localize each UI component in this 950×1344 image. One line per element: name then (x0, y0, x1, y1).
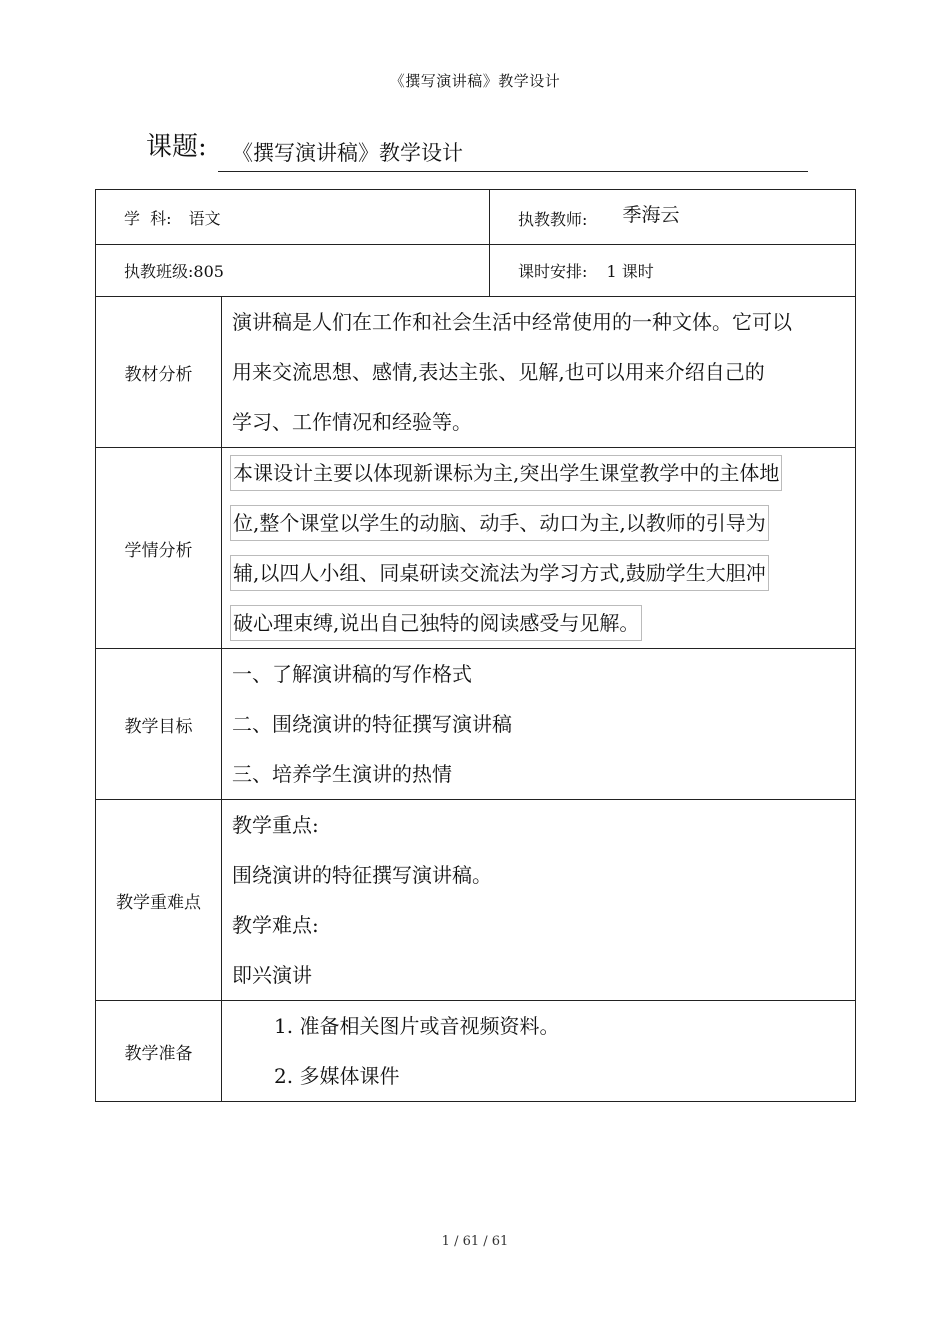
keypoint-line: 即兴演讲 (232, 963, 312, 987)
class-cell (96, 245, 490, 297)
keypoints-label: 教学重难点 (96, 800, 222, 1001)
page-number: 1 / 61 / 61 (441, 1234, 509, 1249)
keypoint-line: 教学难点: (232, 913, 319, 937)
lesson-plan-table (95, 189, 856, 1102)
keypoint-line: 教学重点: (232, 813, 319, 837)
material-line: 演讲稿是人们在工作和社会生活中经常使用的一种文体。它可以 (232, 310, 792, 334)
topic-underline (218, 171, 808, 172)
period-label: 课时安排: (518, 262, 588, 281)
topic-value: 《撰写演讲稿》教学设计 (232, 141, 463, 165)
prep-content (222, 1001, 856, 1102)
students-line: 破心理束缚,说出自己独特的阅读感受与见解。 (230, 605, 642, 641)
students-line: 辅,以四人小组、同桌研读交流法为学习方式,鼓励学生大胆冲 (230, 555, 769, 591)
prep-item: 1. 准备相关图片或音视频资料。 (274, 1014, 560, 1038)
info-row-2 (96, 245, 856, 297)
material-content (222, 297, 856, 448)
prep-item: 2. 多媒体课件 (274, 1064, 400, 1088)
keypoints-row (96, 800, 856, 1001)
goals-row (96, 649, 856, 800)
material-label: 教材分析 (96, 297, 222, 448)
students-row (96, 448, 856, 649)
subject-value: 语文 (188, 208, 221, 228)
page-header-title: 《撰写演讲稿》教学设计 (389, 72, 561, 90)
keypoint-line: 围绕演讲的特征撰写演讲稿。 (232, 863, 492, 887)
teacher-label: 执教教师: (518, 209, 588, 229)
prep-label: 教学准备 (96, 1001, 222, 1102)
goal-item: 二、围绕演讲的特征撰写演讲稿 (232, 712, 512, 736)
topic-label: 课题: (146, 132, 207, 162)
students-line: 位,整个课堂以学生的动脑、动手、动口为主,以教师的引导为 (230, 505, 769, 541)
students-label: 学情分析 (96, 448, 222, 649)
goals-label: 教学目标 (96, 649, 222, 800)
class-label: 执教班级: (124, 262, 194, 281)
goal-item: 三、培养学生演讲的热情 (232, 762, 452, 786)
keypoints-content (222, 800, 856, 1001)
goals-content (222, 649, 856, 800)
students-content (222, 448, 856, 649)
material-row (96, 297, 856, 448)
prep-row (96, 1001, 856, 1102)
subject-cell (96, 190, 490, 245)
teacher-cell (490, 190, 856, 245)
material-line: 用来交流思想、感情,表达主张、见解,也可以用来介绍自己的 (232, 360, 765, 384)
info-row-1 (96, 190, 856, 245)
subject-label: 学 科: (124, 208, 172, 228)
class-value: 805 (193, 262, 224, 281)
period-cell (490, 245, 856, 297)
goal-item: 一、了解演讲稿的写作格式 (232, 662, 472, 686)
students-line: 本课设计主要以体现新课标为主,突出学生课堂教学中的主体地 (230, 455, 782, 491)
period-value: 1 课时 (606, 262, 654, 281)
material-line: 学习、工作情况和经验等。 (232, 410, 472, 434)
teacher-value: 季海云 (622, 203, 680, 226)
